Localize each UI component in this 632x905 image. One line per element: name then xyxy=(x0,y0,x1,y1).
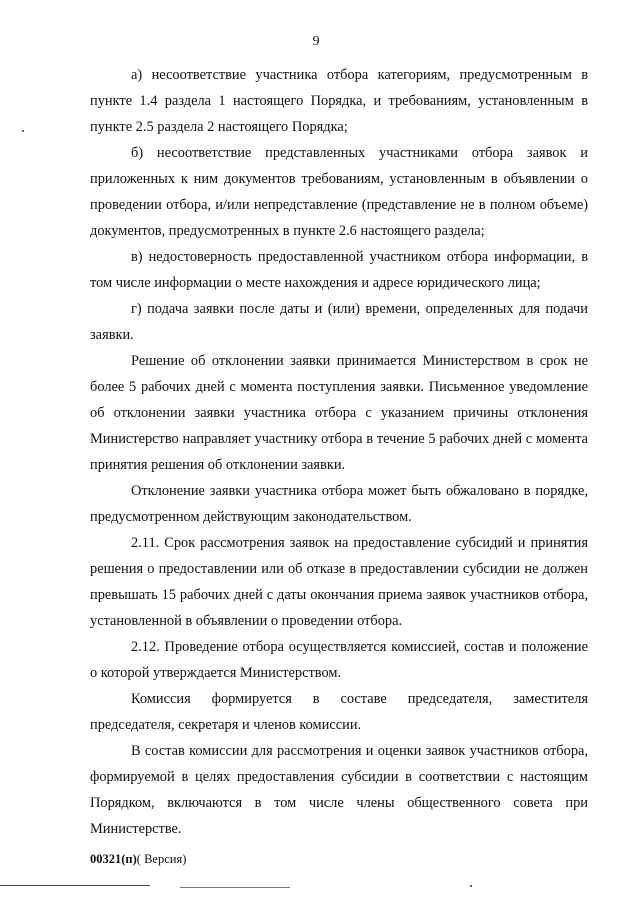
paragraph-a: а) несоответствие участника отбора категориям, предусмотренным в пункте 1.4 раздела 1 настоящего Порядка, и требованиям, установленным в пункте 2.5 раздела 2 настоящего Порядка; xyxy=(90,67,588,135)
scan-artifact-dot xyxy=(470,885,472,887)
scan-artifact-line xyxy=(0,885,150,886)
document-version: ( Версия) xyxy=(136,852,187,866)
paragraph-b: б) несоответствие представленных участниками отбора заявок и приложенных к ним документов требованиям, установленным в объявлении о проведении отбора, и/или непредставление (представление не в полном объеме) документов, предусмотренных в пункте 2.6 настоящего раздела; xyxy=(90,145,588,239)
paragraph-commission-members: В состав комиссии для рассмотрения и оценки заявок участников отбора, формируемой в целях предоставления субсидии в соответствии с настоящим Порядком, включаются в том числе члены общественного совета при Министерстве. xyxy=(90,743,588,837)
paragraph-appeal: Отклонение заявки участника отбора может быть обжаловано в порядке, предусмотренном действующим законодательством. xyxy=(90,483,588,525)
page-number: 9 xyxy=(312,34,320,49)
paragraph-2-11: 2.11. Срок рассмотрения заявок на предоставление субсидий и принятия решения о предоставлении или об отказе в предоставлении субсидии не должен превышать 15 рабочих дней с даты окончания приема заявок участников отбора, установленной в объявлении о проведении отбора. xyxy=(90,535,588,629)
document-code-number: 00321(п) xyxy=(90,852,137,866)
scan-artifact-dot xyxy=(22,130,24,132)
document-code xyxy=(90,852,186,867)
paragraph-commission-composition: Комиссия формируется в составе председателя, заместителя председателя, секретаря и членов комиссии. xyxy=(90,691,588,733)
paragraph-v: в) недостоверность предоставленной участником отбора информации, в том числе информации о месте нахождения и адресе юридического лица; xyxy=(90,249,588,291)
document-body xyxy=(90,62,588,842)
paragraph-2-12: 2.12. Проведение отбора осуществляется комиссией, состав и положение о которой утверждается Министерством. xyxy=(90,639,588,681)
paragraph-g: г) подача заявки после даты и (или) времени, определенных для подачи заявки. xyxy=(90,301,588,343)
paragraph-rejection-decision: Решение об отклонении заявки принимается Министерством в срок не более 5 рабочих дней с момента поступления заявки. Письменное уведомление об отклонении заявки участника отбора с указанием причины отклонения Министерство направляет участнику отбора в течение 5 рабочих дней с момента принятия решения об отклонении заявки. xyxy=(90,353,588,473)
scan-artifact-line xyxy=(180,887,290,888)
